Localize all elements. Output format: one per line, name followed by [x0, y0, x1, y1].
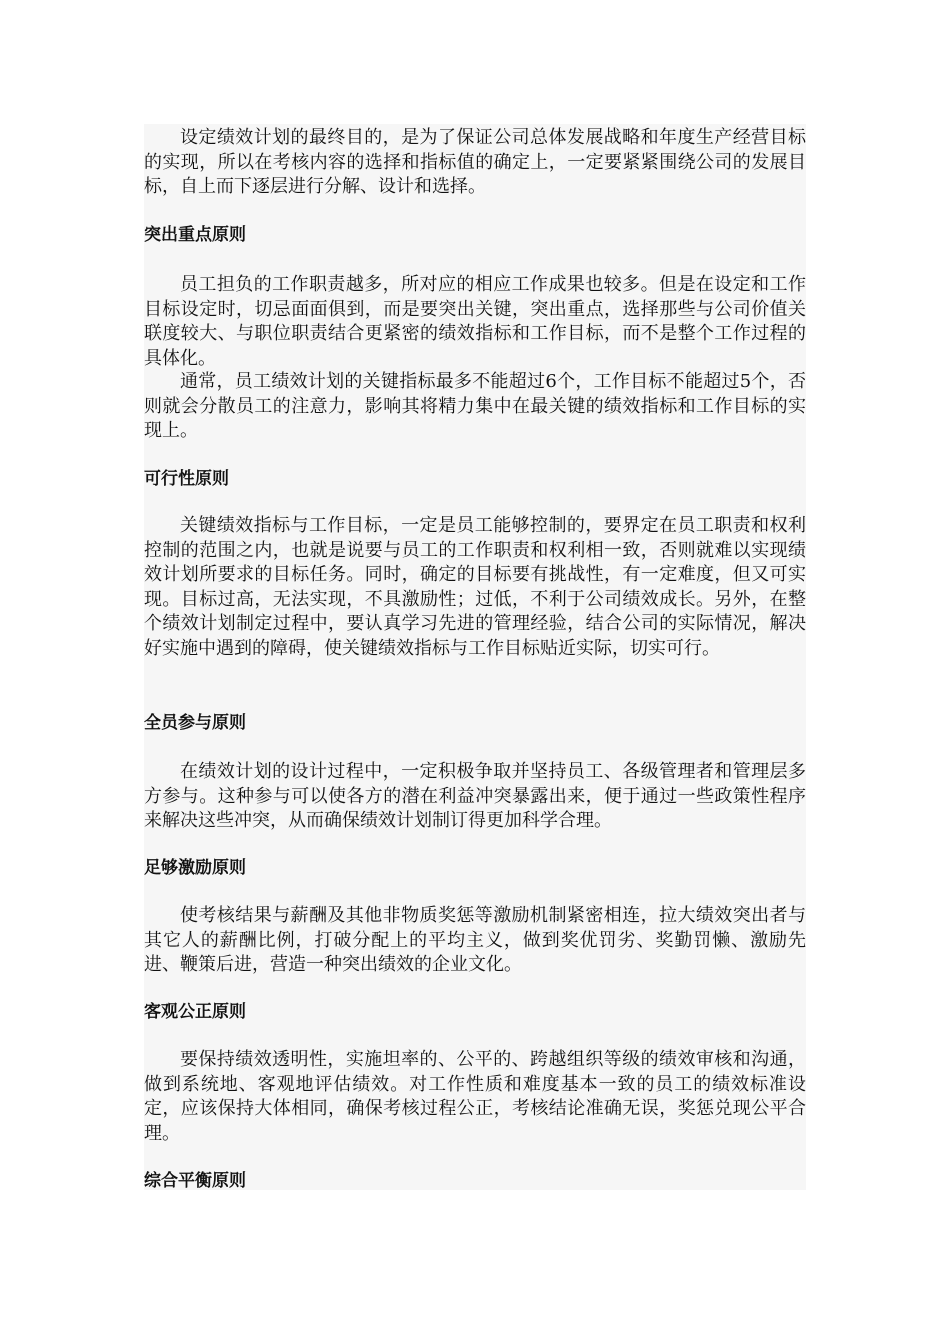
section-participation-paragraph: 在绩效计划的设计过程中，一定积极争取并坚持员工、各级管理者和管理层多方参与。这种参与可以使各方的潜在利益冲突暴露出来，便于通过一些政策性程序来解决这些冲突，从而确保绩效计划制订得更加科学合理。 [144, 761, 806, 832]
section-heading-incentive: 足够激励原则 [144, 858, 246, 878]
section-heading-participation: 全员参与原则 [144, 713, 246, 733]
section-focus-paragraph-1: 员工担负的工作职责越多，所对应的相应工作成果也较多。但是在设定和工作目标设定时，切忌面面俱到，而是要突出关键，突出重点，选择那些与公司价值关联度较大、与职位职责结合更紧密的绩效指标和工作目标，而不是整个工作过程的具体化。 [144, 274, 806, 369]
section-heading-balance: 综合平衡原则 [144, 1171, 246, 1191]
section-focus-paragraph-2: 通常，员工绩效计划的关键指标最多不能超过6个，工作目标不能超过5个，否则就会分散员工的注意力，影响其将精力集中在最关键的绩效指标和工作目标的实现上。 [144, 371, 806, 442]
content-block [144, 124, 806, 1190]
section-feasibility-paragraph: 关键绩效指标与工作目标，一定是员工能够控制的，要界定在员工职责和权利控制的范围之内，也就是说要与员工的工作职责和权利相一致，否则就难以实现绩效计划所要求的目标任务。同时，确定的目标要有挑战性，有一定难度，但又可实现。目标过高，无法实现，不具激励性；过低，不利于公司绩效成长。另外，在整个绩效计划制定过程中，要认真学习先进的管理经验，结合公司的实际情况，解决好实施中遇到的障碍，使关键绩效指标与工作目标贴近实际，切实可行。 [144, 515, 806, 659]
section-heading-feasibility: 可行性原则 [144, 469, 229, 489]
section-heading-objectivity: 客观公正原则 [144, 1002, 246, 1022]
section-heading-focus: 突出重点原则 [144, 225, 246, 245]
intro-paragraph: 设定绩效计划的最终目的，是为了保证公司总体发展战略和年度生产经营目标的实现，所以在考核内容的选择和指标值的确定上，一定要紧紧围绕公司的发展目标，自上而下逐层进行分解、设计和选择。 [144, 127, 806, 198]
section-objectivity-paragraph: 要保持绩效透明性，实施坦率的、公平的、跨越组织等级的绩效审核和沟通，做到系统地、客观地评估绩效。对工作性质和难度基本一致的员工的绩效标准设定，应该保持大体相同，确保考核过程公正，考核结论准确无误，奖惩兑现公平合理。 [144, 1049, 806, 1144]
section-incentive-paragraph: 使考核结果与薪酬及其他非物质奖惩等激励机制紧密相连，拉大绩效突出者与其它人的薪酬比例，打破分配上的平均主义，做到奖优罚劣、奖勤罚懒、激励先进、鞭策后进，营造一种突出绩效的企业文化。 [144, 905, 806, 976]
